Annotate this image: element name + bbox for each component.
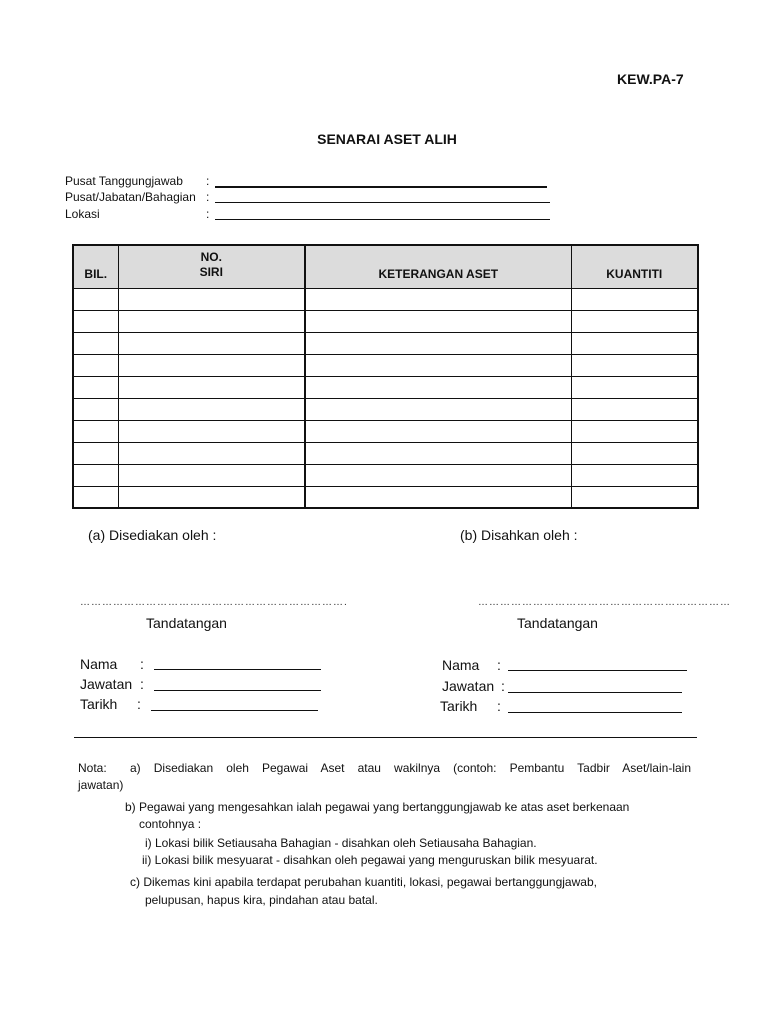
- prepared-nama-line[interactable]: [154, 669, 321, 670]
- approved-nama-line[interactable]: [508, 670, 687, 671]
- table-row: [73, 354, 698, 376]
- cell-no-siri[interactable]: [118, 486, 305, 508]
- cell-no-siri[interactable]: [118, 354, 305, 376]
- header-no-line2: SIRI: [199, 265, 223, 279]
- prepared-tarikh-line[interactable]: [151, 710, 318, 711]
- cell-keterangan-aset[interactable]: [305, 354, 571, 376]
- cell-keterangan-aset[interactable]: [305, 442, 571, 464]
- cell-kuantiti[interactable]: [571, 310, 698, 332]
- header-keterangan-aset: KETERANGAN ASET: [305, 245, 571, 288]
- cell-no-siri[interactable]: [118, 288, 305, 310]
- header-no-line1: NO.: [200, 250, 222, 264]
- table-row: [73, 464, 698, 486]
- note-a-cont: jawatan): [78, 778, 124, 792]
- table-row: [73, 288, 698, 310]
- approved-signature-label: Tandatangan: [517, 615, 598, 631]
- header-bil: BIL.: [73, 245, 118, 288]
- cell-kuantiti[interactable]: [571, 376, 698, 398]
- cell-keterangan-aset[interactable]: [305, 398, 571, 420]
- prepared-tarikh-colon: :: [137, 696, 141, 712]
- header-no-siri: [118, 245, 305, 288]
- cell-kuantiti[interactable]: [571, 420, 698, 442]
- prepared-by-heading: (a) Disediakan oleh :: [88, 527, 217, 543]
- prepared-signature-label: Tandatangan: [146, 615, 227, 631]
- field-input-line[interactable]: [215, 186, 547, 188]
- note-b-ii: ii) Lokasi bilik mesyuarat - disahkan oleh pegawai yang menguruskan bilik mesyuarat.: [142, 853, 598, 867]
- note-c: c) Dikemas kini apabila terdapat perubahan kuantiti, lokasi, pegawai bertanggungjawab,: [130, 875, 597, 889]
- prepared-tarikh-label: Tarikh: [80, 696, 118, 712]
- cell-kuantiti[interactable]: [571, 464, 698, 486]
- cell-bil[interactable]: [73, 354, 118, 376]
- table-body: [73, 288, 698, 508]
- cell-kuantiti[interactable]: [571, 332, 698, 354]
- cell-no-siri[interactable]: [118, 310, 305, 332]
- field-label: Pusat Tanggungjawab: [65, 174, 183, 188]
- cell-bil[interactable]: [73, 464, 118, 486]
- table-row: [73, 376, 698, 398]
- cell-bil[interactable]: [73, 332, 118, 354]
- note-c-cont: pelupusan, hapus kira, pindahan atau batal.: [145, 893, 378, 907]
- prepared-nama-label: Nama: [80, 656, 118, 672]
- field-colon: :: [206, 190, 210, 204]
- approved-jawatan-line[interactable]: [508, 692, 682, 693]
- table-row: [73, 442, 698, 464]
- cell-no-siri[interactable]: [118, 376, 305, 398]
- form-code: KEW.PA-7: [617, 71, 684, 87]
- note-b-cont: contohnya :: [139, 817, 202, 831]
- cell-keterangan-aset[interactable]: [305, 486, 571, 508]
- approved-nama-colon: :: [497, 657, 501, 673]
- cell-bil[interactable]: [73, 486, 118, 508]
- prepared-jawatan-label: Jawatan: [80, 676, 133, 692]
- cell-bil[interactable]: [73, 376, 118, 398]
- approved-nama-label: Nama: [442, 657, 480, 673]
- approved-jawatan-colon: :: [501, 678, 505, 694]
- table-row: [73, 310, 698, 332]
- cell-keterangan-aset[interactable]: [305, 288, 571, 310]
- field-label: Lokasi: [65, 207, 100, 221]
- cell-no-siri[interactable]: [118, 464, 305, 486]
- divider: [74, 737, 697, 738]
- prepared-jawatan-line[interactable]: [154, 690, 321, 691]
- cell-bil[interactable]: [73, 420, 118, 442]
- prepared-signature-dots[interactable]: ……………………………………………………………….: [80, 597, 348, 608]
- cell-bil[interactable]: [73, 398, 118, 420]
- cell-no-siri[interactable]: [118, 398, 305, 420]
- table-row: [73, 420, 698, 442]
- cell-keterangan-aset[interactable]: [305, 310, 571, 332]
- cell-bil[interactable]: [73, 288, 118, 310]
- cell-kuantiti[interactable]: [571, 442, 698, 464]
- cell-keterangan-aset[interactable]: [305, 376, 571, 398]
- cell-kuantiti[interactable]: [571, 486, 698, 508]
- cell-keterangan-aset[interactable]: [305, 464, 571, 486]
- approved-by-heading: (b) Disahkan oleh :: [460, 527, 578, 543]
- asset-table: [72, 244, 699, 509]
- table-row: [73, 486, 698, 508]
- header-kuantiti: KUANTITI: [571, 245, 698, 288]
- approved-signature-dots[interactable]: ……………………………………………………………: [478, 597, 731, 608]
- field-input-line[interactable]: [215, 202, 550, 203]
- prepared-nama-colon: :: [140, 656, 144, 672]
- cell-kuantiti[interactable]: [571, 354, 698, 376]
- approved-tarikh-label: Tarikh: [440, 698, 478, 714]
- table-header-row: [73, 245, 698, 288]
- field-input-line[interactable]: [215, 219, 550, 220]
- cell-kuantiti[interactable]: [571, 288, 698, 310]
- cell-bil[interactable]: [73, 310, 118, 332]
- cell-keterangan-aset[interactable]: [305, 332, 571, 354]
- approved-tarikh-colon: :: [497, 698, 501, 714]
- page-title: SENARAI ASET ALIH: [317, 131, 457, 147]
- cell-no-siri[interactable]: [118, 420, 305, 442]
- prepared-jawatan-colon: :: [140, 676, 144, 692]
- note-b-i: i) Lokasi bilik Setiausaha Bahagian - disahkan oleh Setiausaha Bahagian.: [145, 836, 537, 850]
- field-label: Pusat/Jabatan/Bahagian: [65, 190, 196, 204]
- cell-no-siri[interactable]: [118, 442, 305, 464]
- cell-kuantiti[interactable]: [571, 398, 698, 420]
- table-row: [73, 398, 698, 420]
- approved-tarikh-line[interactable]: [508, 712, 682, 713]
- field-colon: :: [206, 207, 210, 221]
- note-b: b) Pegawai yang mengesahkan ialah pegawai yang bertanggungjawab ke atas aset berkenaan: [125, 800, 630, 814]
- field-colon: :: [206, 174, 210, 188]
- approved-jawatan-label: Jawatan: [442, 678, 495, 694]
- table-row: [73, 332, 698, 354]
- cell-no-siri[interactable]: [118, 332, 305, 354]
- cell-keterangan-aset[interactable]: [305, 420, 571, 442]
- cell-bil[interactable]: [73, 442, 118, 464]
- note-prefix: Nota:: [78, 761, 107, 775]
- note-a: a) Disediakan oleh Pegawai Aset atau wakilnya (contoh: Pembantu Tadbir Aset/lain-lain: [130, 761, 691, 775]
